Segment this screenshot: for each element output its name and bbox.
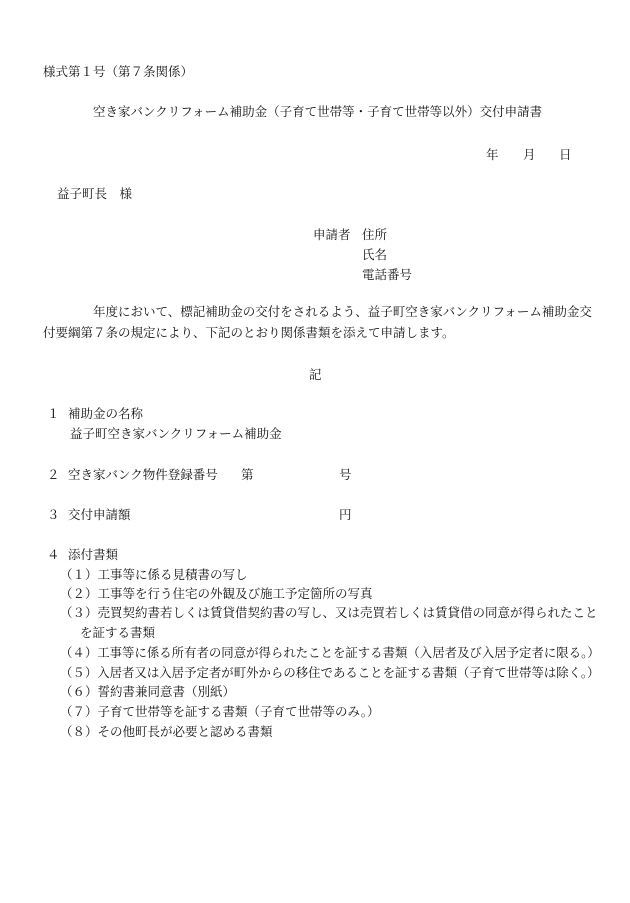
item2-label: 空き家バンク物件登録番号 [68,467,218,482]
document-title: 空き家バンクリフォーム補助金（子育て世帯等・子育て世帯等以外）交付申請書 [93,104,543,119]
item4-number: ４ [47,547,60,562]
applicant-address-label: 住所 [362,227,388,242]
date-year: 年 [486,147,499,162]
attachment-7: （７）子育て世帯等を証する書類（子育て世帯等のみ。） [60,704,380,719]
applicant-phone-label: 電話番号 [362,267,413,282]
attachment-1: （１）工事等に係る見積書の写し [60,567,248,582]
item3-unit: 円 [339,507,352,522]
attachment-4: （４）工事等に係る所有者の同意が得られたことを証する書類（入居者及び入居予定者に限る。） [60,645,600,660]
ki-heading: 記 [309,367,322,382]
date-month: 月 [523,147,536,162]
attachment-2: （２）工事等を行う住宅の外観及び施工予定箇所の写真 [60,586,373,601]
body-text-line-1: 年度において、標記補助金の交付をされるよう、益子町空き家バンクリフォーム補助金交 [93,304,592,319]
body-text-line-2: 付要綱第７条の規定により、下記のとおり関係書類を添えて申請します。 [43,325,455,340]
attachment-6: （６）誓約書兼同意書（別紙） [60,684,236,699]
item2-number: ２ [47,467,60,482]
form-number: 様式第１号（第７条関係） [43,64,194,79]
item4-label: 添付書類 [68,547,119,562]
date-day: 日 [559,147,572,162]
attachment-8: （８）その他町長が必要と認める書類 [60,724,273,739]
applicant-name-label: 氏名 [362,247,388,262]
addressee: 益子町長 様 [57,186,133,201]
item1-label: 補助金の名称 [68,406,144,421]
attachment-3-continued: を証する書類 [80,625,156,640]
attachment-3: （３）売買契約書若しくは賃貸借契約書の写し、又は売買若しくは賃貸借の同意が得られたこと [60,605,598,620]
item3-label: 交付申請額 [68,507,131,522]
item3-number: ３ [47,507,60,522]
item1-value: 益子町空き家バンクリフォーム補助金 [70,426,282,441]
applicant-label: 申請者 [313,227,351,242]
attachment-5: （５）入居者又は入居予定者が町外からの移住であることを証する書類（子育て世帯等は除く。） [60,665,600,680]
item2-suffix: 号 [339,467,352,482]
item1-number: １ [47,406,60,421]
item2-prefix: 第 [241,467,254,482]
